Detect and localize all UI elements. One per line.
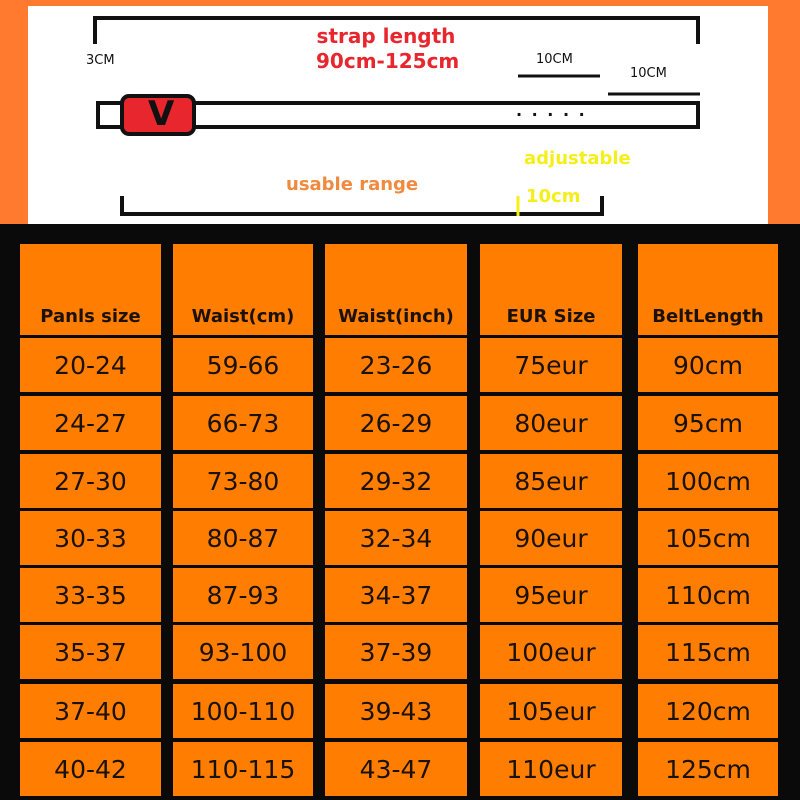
cell-belt-length: 115cm xyxy=(638,625,778,679)
belt-diagram xyxy=(28,6,768,224)
cell-belt-length: 125cm xyxy=(638,742,778,796)
right-measure-label: 10CM xyxy=(630,66,667,81)
left-measure-label: 3CM xyxy=(86,53,115,68)
cell-eur-size: 100eur xyxy=(480,625,622,679)
header-waist-inch: Waist(inch) xyxy=(325,244,467,335)
buckle-letter: V xyxy=(148,94,175,134)
cell-eur-size: 80eur xyxy=(480,396,622,450)
cell-waist-inch: 23-26 xyxy=(325,338,467,392)
strap-length-title: strap length xyxy=(316,24,456,48)
cell-waist-cm: 73-80 xyxy=(173,454,313,508)
cell-belt-length: 120cm xyxy=(638,684,778,738)
cell-belt-length: 95cm xyxy=(638,396,778,450)
cell-belt-length: 110cm xyxy=(638,568,778,622)
cell-pants-size: 40-42 xyxy=(20,742,161,796)
cell-belt-length: 90cm xyxy=(638,338,778,392)
size-chart-table xyxy=(0,224,800,800)
mid-measure-label: 10CM xyxy=(536,52,573,67)
cell-waist-inch: 29-32 xyxy=(325,454,467,508)
cell-eur-size: 105eur xyxy=(480,684,622,738)
cell-waist-cm: 93-100 xyxy=(173,625,313,679)
cell-waist-inch: 34-37 xyxy=(325,568,467,622)
header-waist-cm: Waist(cm) xyxy=(173,244,313,335)
adjustable-value: 10cm xyxy=(526,186,581,207)
cell-pants-size: 30-33 xyxy=(20,511,161,565)
cell-pants-size: 37-40 xyxy=(20,684,161,738)
cell-eur-size: 75eur xyxy=(480,338,622,392)
cell-waist-cm: 87-93 xyxy=(173,568,313,622)
cell-pants-size: 27-30 xyxy=(20,454,161,508)
strap-length-range: 90cm-125cm xyxy=(316,49,460,73)
cell-pants-size: 20-24 xyxy=(20,338,161,392)
cell-belt-length: 100cm xyxy=(638,454,778,508)
header-belt-length: BeltLength xyxy=(638,244,778,335)
cell-eur-size: 90eur xyxy=(480,511,622,565)
cell-eur-size: 95eur xyxy=(480,568,622,622)
cell-waist-cm: 110-115 xyxy=(173,742,313,796)
usable-range-label: usable range xyxy=(286,174,419,195)
cell-waist-cm: 66-73 xyxy=(173,396,313,450)
cell-pants-size: 33-35 xyxy=(20,568,161,622)
cell-eur-size: 110eur xyxy=(480,742,622,796)
adjustable-label: adjustable xyxy=(524,148,631,169)
cell-eur-size: 85eur xyxy=(480,454,622,508)
cell-waist-inch: 43-47 xyxy=(325,742,467,796)
cell-pants-size: 35-37 xyxy=(20,625,161,679)
cell-waist-inch: 26-29 xyxy=(325,396,467,450)
belt-holes: . . . . . xyxy=(516,101,587,120)
cell-waist-cm: 100-110 xyxy=(173,684,313,738)
cell-waist-inch: 37-39 xyxy=(325,625,467,679)
cell-waist-inch: 32-34 xyxy=(325,511,467,565)
cell-pants-size: 24-27 xyxy=(20,396,161,450)
cell-waist-cm: 80-87 xyxy=(173,511,313,565)
cell-waist-cm: 59-66 xyxy=(173,338,313,392)
cell-belt-length: 105cm xyxy=(638,511,778,565)
header-pants-size: Panls size xyxy=(20,244,161,335)
header-eur-size: EUR Size xyxy=(480,244,622,335)
cell-waist-inch: 39-43 xyxy=(325,684,467,738)
